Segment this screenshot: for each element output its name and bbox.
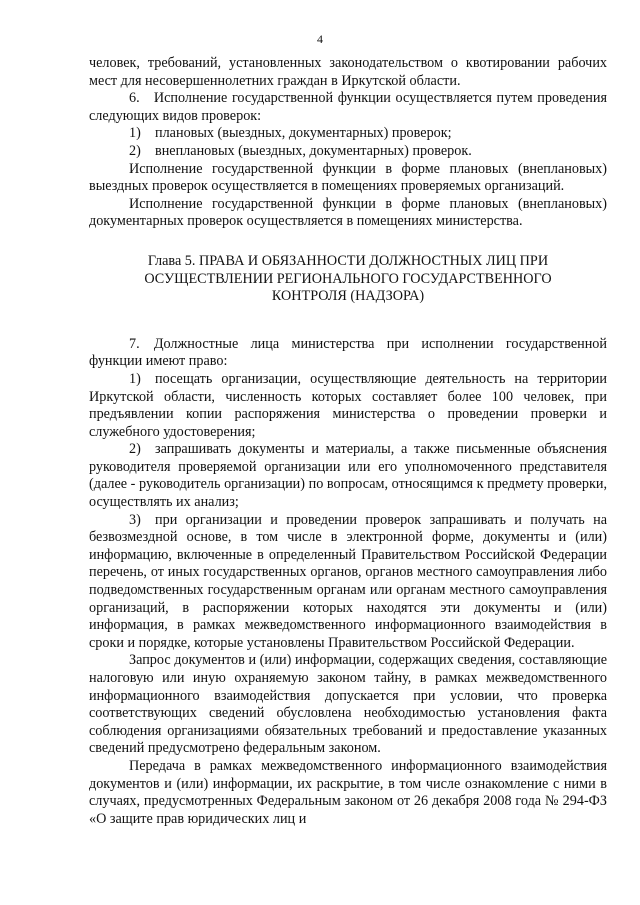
paragraph-request-documents: Запрос документов и (или) информации, содержащих сведения, составляющие налоговую или иную охраняемую законом тайну, в рамках межведомственного информационного взаимодействия допускается при условии, что проверка соответствующих сведений обусловлена необходимостью установления факта соблюдения организациями обязательных требований и предоставление указанных сведений предусмотрено федеральным законом. bbox=[89, 652, 607, 757]
list-item-planned-inspections: 1) плановых (выездных, документарных) проверок; bbox=[129, 125, 452, 142]
list-item-right-2: 2) запрашивать документы и материалы, а также письменные объяснения руководителя проверяемой организации или его уполномоченного представителя (далее - руководитель организации) по вопросам, относящимся к предмету проверки, осуществлять их анализ; bbox=[89, 441, 607, 511]
paragraph-onsite-inspections: Исполнение государственной функции в форме плановых (внеплановых) выездных проверок осуществляется в помещениях проверяемых организаций. bbox=[89, 160, 607, 195]
list-item-right-1: 1) посещать организации, осуществляющие деятельность на территории Иркутской области, численность которых составляет более 100 человек, при предъявлении копии распоряжения министерства о проведении проверки и служебного удостоверения; bbox=[89, 370, 607, 440]
chapter-heading-line: Глава 5. ПРАВА И ОБЯЗАННОСТИ ДОЛЖНОСТНЫХ ЛИЦ ПРИ bbox=[147, 252, 549, 269]
list-item-unplanned-inspections: 2) внеплановых (выездных, документарных) проверок. bbox=[129, 142, 472, 159]
chapter-heading bbox=[89, 253, 607, 306]
document-body bbox=[89, 55, 607, 828]
page-number: 4 bbox=[317, 32, 323, 46]
paragraph-documentary-inspections: Исполнение государственной функции в форме плановых (внеплановых) документарных проверок осуществляется в помещениях министерства. bbox=[89, 195, 607, 230]
paragraph-item-6: 6. Исполнение государственной функции осуществляется путем проведения следующих видов проверок: bbox=[89, 90, 607, 124]
paragraph-continuation: человек, требований, установленных законодательством о квотировании рабочих мест для несовершеннолетних граждан в Иркутской области. bbox=[89, 55, 607, 89]
chapter-heading-line: ОСУЩЕСТВЛЕНИИ РЕГИОНАЛЬНОГО ГОСУДАРСТВЕННОГО bbox=[144, 270, 552, 287]
paragraph-transfer-documents: Передача в рамках межведомственного информационного взаимодействия документов и (или) информации, их раскрытие, в том числе ознакомление с ними в случаях, предусмотренных Федеральным законом от 26 декабря 2008 года № 294-ФЗ «О защите прав юридических лиц и bbox=[89, 757, 607, 827]
chapter-heading-line: КОНТРОЛЯ (НАДЗОРА) bbox=[271, 288, 425, 305]
list-item-right-3: 3) при организации и проведении проверок запрашивать и получать на безвозмездной основе, в том числе в электронной форме, документы и (или) информацию, включенные в определенный Правительством Российской Федерации перечень, от иных государственных органов, органов местного самоуправления либо подведомственных государственным органам или органам местного самоуправления организаций, в распоряжении которых находятся эти документы и (или) информация, в рамках межведомственного информационного взаимодействия в сроки и порядке, которые установлены Правительством Российской Федерации. bbox=[89, 511, 607, 651]
paragraph-item-7: 7. Должностные лица министерства при исполнении государственной функции имеют право: bbox=[89, 335, 607, 370]
